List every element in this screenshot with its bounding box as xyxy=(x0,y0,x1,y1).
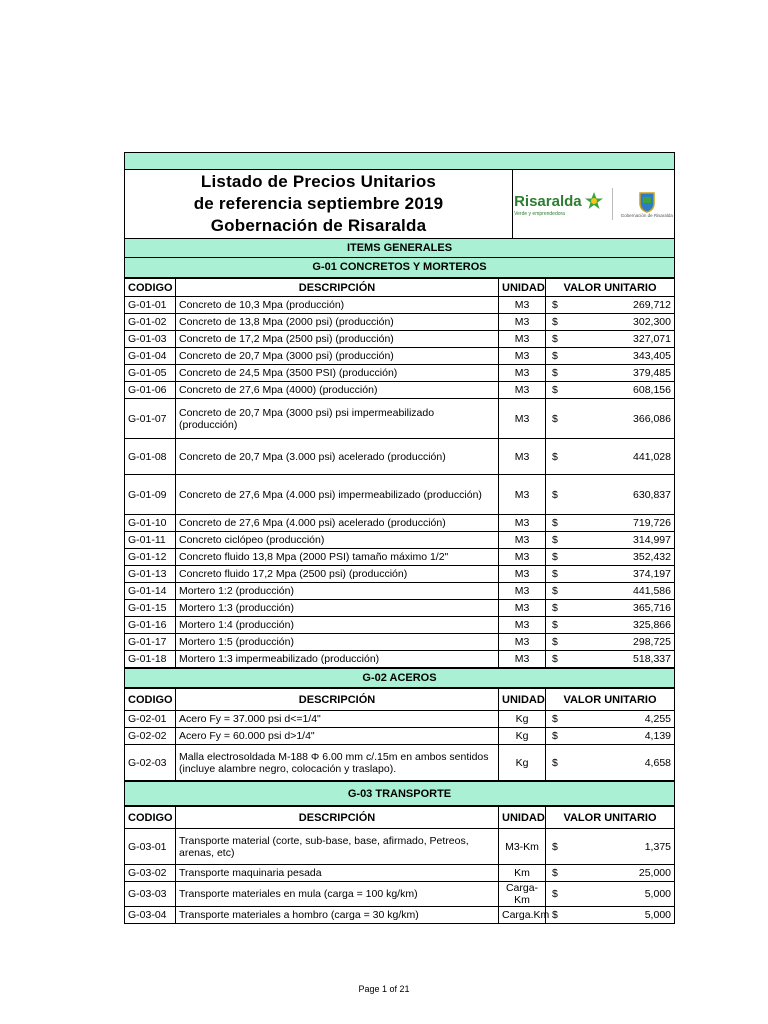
item-description: Concreto de 27,6 Mpa (4000) (producción) xyxy=(176,382,499,399)
table-row xyxy=(125,399,675,439)
table-row xyxy=(125,745,675,781)
page-footer: Page 1 of 21 xyxy=(358,984,410,994)
currency-symbol: $ xyxy=(552,316,558,328)
item-description: Mortero 1:2 (producción) xyxy=(176,583,499,600)
item-unit: M3 xyxy=(499,600,546,617)
item-description: Concreto de 20,7 Mpa (3000 psi) psi impermeabilizado (producción) xyxy=(176,399,499,439)
col-desc: DESCRIPCIÓN xyxy=(176,807,499,829)
item-unit: M3 xyxy=(499,331,546,348)
item-value: 441,028 xyxy=(633,450,671,463)
item-value-cell xyxy=(546,331,675,348)
item-value: 4,658 xyxy=(644,756,671,769)
item-value: 343,405 xyxy=(633,350,671,362)
gobernacion-logo xyxy=(621,191,673,218)
table-row xyxy=(125,475,675,515)
item-description: Concreto de 20,7 Mpa (3000 psi) (producción) xyxy=(176,348,499,365)
item-value-cell xyxy=(546,297,675,314)
currency-symbol: $ xyxy=(552,619,558,631)
table-row xyxy=(125,882,675,907)
item-code: G-01-04 xyxy=(125,348,176,365)
item-description: Malla electrosoldada M-188 Φ 6.00 mm c/.15m en ambos sentidos (incluye alambre negro, colocación y traslapo). xyxy=(176,745,499,781)
section-rows xyxy=(125,297,675,668)
table-row xyxy=(125,297,675,314)
col-value: VALOR UNITARIO xyxy=(546,689,675,711)
items-generales-band: ITEMS GENERALES xyxy=(124,239,675,258)
item-value-cell xyxy=(546,399,675,439)
section-rows xyxy=(125,829,675,924)
item-value: 25,000 xyxy=(638,867,671,879)
item-value-cell xyxy=(546,728,675,745)
table-row xyxy=(125,907,675,924)
item-value-cell xyxy=(546,617,675,634)
item-value-cell xyxy=(546,532,675,549)
item-value: 1,375 xyxy=(644,840,671,853)
logos xyxy=(513,170,674,238)
table-row xyxy=(125,331,675,348)
item-code: G-02-03 xyxy=(125,745,176,781)
item-value-cell xyxy=(546,382,675,399)
item-value: 5,000 xyxy=(644,909,671,921)
currency-symbol: $ xyxy=(552,488,558,501)
item-unit: M3 xyxy=(499,382,546,399)
risaralda-logo xyxy=(514,191,604,217)
item-description: Mortero 1:3 (producción) xyxy=(176,600,499,617)
table-row xyxy=(125,348,675,365)
item-value: 4,255 xyxy=(644,713,671,725)
table-row xyxy=(125,651,675,668)
item-description: Concreto fluido 13,8 Mpa (2000 PSI) tamaño máximo 1/2" xyxy=(176,549,499,566)
item-code: G-01-06 xyxy=(125,382,176,399)
item-code: G-01-16 xyxy=(125,617,176,634)
item-code: G-03-03 xyxy=(125,882,176,907)
item-code: G-01-13 xyxy=(125,566,176,583)
item-code: G-01-01 xyxy=(125,297,176,314)
table-row xyxy=(125,566,675,583)
item-value-cell xyxy=(546,600,675,617)
item-description: Transporte materiales en mula (carga = 100 kg/km) xyxy=(176,882,499,907)
item-code: G-01-15 xyxy=(125,600,176,617)
table-row xyxy=(125,711,675,728)
item-code: G-02-01 xyxy=(125,711,176,728)
item-value: 518,337 xyxy=(633,653,671,665)
item-value: 5,000 xyxy=(644,888,671,900)
item-value-cell xyxy=(546,711,675,728)
item-description: Concreto de 24,5 Mpa (3500 PSI) (producción) xyxy=(176,365,499,382)
item-code: G-01-14 xyxy=(125,583,176,600)
item-value: 374,197 xyxy=(633,568,671,580)
item-unit: M3 xyxy=(499,651,546,668)
currency-symbol: $ xyxy=(552,384,558,396)
item-unit: M3 xyxy=(499,439,546,475)
item-code: G-01-12 xyxy=(125,549,176,566)
header-row xyxy=(125,807,675,829)
col-desc: DESCRIPCIÓN xyxy=(176,279,499,297)
currency-symbol: $ xyxy=(552,653,558,665)
gobernacion-text: Gobernación de Risaralda xyxy=(620,212,673,218)
item-value-cell xyxy=(546,365,675,382)
item-value-cell xyxy=(546,583,675,600)
currency-symbol: $ xyxy=(552,517,558,529)
item-code: G-03-01 xyxy=(125,829,176,865)
title-line-2: de referencia septiembre 2019 xyxy=(193,194,444,213)
item-value-cell xyxy=(546,566,675,583)
currency-symbol: $ xyxy=(552,568,558,580)
currency-symbol: $ xyxy=(552,730,558,742)
currency-symbol: $ xyxy=(552,602,558,614)
item-description: Concreto de 27,6 Mpa (4.000 psi) impermeabilizado (producción) xyxy=(176,475,499,515)
table-row xyxy=(125,600,675,617)
item-value: 4,139 xyxy=(644,730,671,742)
price-list-sheet xyxy=(124,152,675,924)
table-row xyxy=(125,515,675,532)
currency-symbol: $ xyxy=(552,867,558,879)
currency-symbol: $ xyxy=(552,350,558,362)
shield-icon xyxy=(639,191,655,213)
table-row xyxy=(125,634,675,651)
item-code: G-01-08 xyxy=(125,439,176,475)
item-unit: M3 xyxy=(499,297,546,314)
item-value: 325,866 xyxy=(633,619,671,631)
item-value-cell xyxy=(546,549,675,566)
table-row xyxy=(125,829,675,865)
table-row xyxy=(125,865,675,882)
item-code: G-03-04 xyxy=(125,907,176,924)
item-value-cell xyxy=(546,829,675,865)
item-value: 366,086 xyxy=(633,412,671,425)
item-code: G-01-10 xyxy=(125,515,176,532)
col-value: VALOR UNITARIO xyxy=(546,807,675,829)
item-description: Concreto de 10,3 Mpa (producción) xyxy=(176,297,499,314)
item-unit: M3 xyxy=(499,532,546,549)
item-value: 298,725 xyxy=(633,636,671,648)
item-code: G-01-05 xyxy=(125,365,176,382)
currency-symbol: $ xyxy=(552,299,558,311)
currency-symbol: $ xyxy=(552,909,558,921)
col-code: CODIGO xyxy=(125,807,176,829)
logo-tagline: Verde y emprendedora xyxy=(514,211,565,217)
item-value-cell xyxy=(546,475,675,515)
currency-symbol: $ xyxy=(552,840,558,853)
item-code: G-01-03 xyxy=(125,331,176,348)
col-unit: UNIDAD xyxy=(499,689,546,711)
col-unit: UNIDAD xyxy=(499,279,546,297)
section-title: G-02 ACEROS xyxy=(124,668,675,688)
section-rows xyxy=(125,711,675,781)
item-description: Mortero 1:5 (producción) xyxy=(176,634,499,651)
table-row xyxy=(125,617,675,634)
item-description: Transporte maquinaria pesada xyxy=(176,865,499,882)
item-unit: Kg xyxy=(499,728,546,745)
item-unit: Kg xyxy=(499,711,546,728)
item-unit: M3 xyxy=(499,399,546,439)
currency-symbol: $ xyxy=(552,367,558,379)
col-unit: UNIDAD xyxy=(499,807,546,829)
item-code: G-02-02 xyxy=(125,728,176,745)
item-description: Concreto de 27,6 Mpa (4.000 psi) acelerado (producción) xyxy=(176,515,499,532)
currency-symbol: $ xyxy=(552,551,558,563)
col-code: CODIGO xyxy=(125,689,176,711)
item-code: G-01-02 xyxy=(125,314,176,331)
section-table xyxy=(124,688,675,781)
item-unit: M3 xyxy=(499,549,546,566)
item-value-cell xyxy=(546,348,675,365)
item-code: G-01-09 xyxy=(125,475,176,515)
document-header xyxy=(124,170,675,239)
item-unit: M3 xyxy=(499,583,546,600)
item-value: 379,485 xyxy=(633,367,671,379)
currency-symbol: $ xyxy=(552,534,558,546)
currency-symbol: $ xyxy=(552,636,558,648)
item-description: Concreto fluido 17,2 Mpa (2500 psi) (producción) xyxy=(176,566,499,583)
item-unit: Kg xyxy=(499,745,546,781)
item-unit: M3 xyxy=(499,566,546,583)
col-value: VALOR UNITARIO xyxy=(546,279,675,297)
item-value-cell xyxy=(546,907,675,924)
table-row xyxy=(125,532,675,549)
item-value: 327,071 xyxy=(633,333,671,345)
item-unit: M3 xyxy=(499,314,546,331)
item-value: 441,586 xyxy=(633,585,671,597)
item-value-cell xyxy=(546,634,675,651)
item-description: Concreto de 13,8 Mpa (2000 psi) (producción) xyxy=(176,314,499,331)
title-line-1: Listado de Precios Unitarios xyxy=(200,172,437,191)
item-value-cell xyxy=(546,745,675,781)
col-desc: DESCRIPCIÓN xyxy=(176,689,499,711)
item-value: 630,837 xyxy=(633,488,671,501)
item-value: 365,716 xyxy=(633,602,671,614)
item-code: G-01-07 xyxy=(125,399,176,439)
item-unit: Km xyxy=(499,865,546,882)
item-description: Mortero 1:3 impermeabilizado (producción) xyxy=(176,651,499,668)
col-code: CODIGO xyxy=(125,279,176,297)
header-row xyxy=(125,279,675,297)
table-row xyxy=(125,365,675,382)
item-value: 608,156 xyxy=(633,384,671,396)
table-row xyxy=(125,549,675,566)
section-table xyxy=(124,806,675,924)
currency-symbol: $ xyxy=(552,756,558,769)
item-value: 719,726 xyxy=(633,517,671,529)
item-description: Concreto ciclópeo (producción) xyxy=(176,532,499,549)
currency-symbol: $ xyxy=(552,585,558,597)
item-code: G-01-11 xyxy=(125,532,176,549)
item-code: G-01-18 xyxy=(125,651,176,668)
item-value: 352,432 xyxy=(633,551,671,563)
item-description: Mortero 1:4 (producción) xyxy=(176,617,499,634)
item-unit: M3-Km xyxy=(499,829,546,865)
item-unit: M3 xyxy=(499,634,546,651)
star-icon xyxy=(584,191,604,211)
table-row xyxy=(125,728,675,745)
logo-divider xyxy=(612,188,613,220)
currency-symbol: $ xyxy=(552,713,558,725)
item-value: 269,712 xyxy=(633,299,671,311)
item-unit: M3 xyxy=(499,475,546,515)
item-unit: M3 xyxy=(499,348,546,365)
item-description: Concreto de 17,2 Mpa (2500 psi) (producción) xyxy=(176,331,499,348)
logo-name: Risaralda xyxy=(514,192,582,210)
currency-symbol: $ xyxy=(552,333,558,345)
item-value-cell xyxy=(546,865,675,882)
item-value: 302,300 xyxy=(633,316,671,328)
item-value-cell xyxy=(546,882,675,907)
item-description: Acero Fy = 60.000 psi d>1/4" xyxy=(176,728,499,745)
item-value-cell xyxy=(546,651,675,668)
section-title: G-01 CONCRETOS Y MORTEROS xyxy=(124,258,675,278)
table-row xyxy=(125,382,675,399)
item-unit: M3 xyxy=(499,365,546,382)
currency-symbol: $ xyxy=(552,888,558,900)
item-value-cell xyxy=(546,439,675,475)
item-description: Acero Fy = 37.000 psi d<=1/4" xyxy=(176,711,499,728)
section-table xyxy=(124,278,675,668)
item-unit: M3 xyxy=(499,515,546,532)
item-code: G-03-02 xyxy=(125,865,176,882)
item-unit: Carga-Km xyxy=(499,882,546,907)
document-title xyxy=(125,170,513,238)
item-unit: Carga.Km xyxy=(499,907,546,924)
currency-symbol: $ xyxy=(552,450,558,463)
item-code: G-01-17 xyxy=(125,634,176,651)
top-band xyxy=(124,152,675,170)
item-unit: M3 xyxy=(499,617,546,634)
table-row xyxy=(125,439,675,475)
item-description: Concreto de 20,7 Mpa (3.000 psi) acelerado (producción) xyxy=(176,439,499,475)
table-row xyxy=(125,314,675,331)
item-description: Transporte material (corte, sub-base, base, afirmado, Petreos, arenas, etc) xyxy=(176,829,499,865)
table-row xyxy=(125,583,675,600)
section-title: G-03 TRANSPORTE xyxy=(124,781,675,806)
item-value-cell xyxy=(546,515,675,532)
item-value-cell xyxy=(546,314,675,331)
item-description: Transporte materiales a hombro (carga = 30 kg/km) xyxy=(176,907,499,924)
currency-symbol: $ xyxy=(552,412,558,425)
title-line-3: Gobernación de Risaralda xyxy=(210,216,427,235)
header-row xyxy=(125,689,675,711)
item-value: 314,997 xyxy=(633,534,671,546)
